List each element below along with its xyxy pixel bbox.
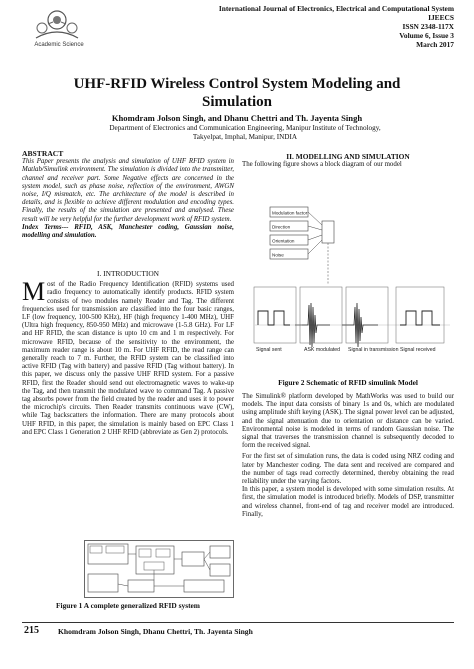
stage-signal-sent: Signal sent [256, 347, 282, 353]
abstract-text: This Paper presents the analysis and simulation of UHF RFID system in Matlab/Simulink environment. The simulation is divided into the transmitter, channel and receiver part. Some Negative effects are concerned in the system model, such as phase noise, reflection of the environment, AWGN noise, I/Q mismatch, etc. The architecture of the model is described in details, and is flexible to achieve different modulation and encoding types. Finally, the results of the simulation are presented and analysed. These result will be very helpful for the further development work of RFID system. [22, 158, 234, 223]
journal-name: International Journal of Electronics, Electrical and Computational System [218, 4, 454, 13]
stage-ask-modulated: ASK modulated [304, 347, 341, 353]
abstract-heading: ABSTRACT [22, 149, 64, 158]
intro-heading: I. INTRODUCTION [97, 269, 159, 278]
journal-volume: Volume 6, Issue 3 [399, 31, 454, 40]
paper-authors: Khomdram Jolson Singh, and Dhanu Chettri and Th. Jayenta Singh [111, 113, 363, 123]
figure2-caption: Figure 2 Schematic of RFID simulink Model [278, 378, 418, 387]
journal-issn: ISSN 2348-117X [402, 22, 454, 31]
section2 [242, 153, 454, 169]
section2-paragraph-1: The Simulink® platform developed by MathWorks was used to build our models. The input data consists of binary 1s and 0s, which are modulated using amplitude shift keying (ASK). The signal power level can be adjusted, and the signal attenuation due to orientation or distance can be varied. Environmental noise is modeled in terms of random Gaussian noise. The signal that traverses the transmission channel is subsequently decoded to form the received signal. [242, 393, 454, 450]
journal-date: March 2017 [416, 40, 454, 49]
logo-text: Academic Science [34, 42, 84, 48]
section2-paragraph-2: For the first set of simulation runs, the data is coded using NRZ coding and later by Manchester coding. The data sent and received are compared and the number of tags read correctly determined, thereby obtaining the read reliability under the varying factors. [242, 453, 454, 486]
intro-dropcap: M [22, 277, 46, 307]
figure1-caption: Figure 1 A complete generalized RFID system [56, 601, 200, 610]
intro-section [22, 270, 234, 437]
figure2-diagram [250, 185, 455, 373]
intro-text: ost of the Radio Frequency Identification (RFID) systems used radio frequency to automatically identify products. RFID system consists of two modules namely Reader and Tag. The different frequencies used for transmission are classified into the four basic ranges, LF (low frequency, 100-500 KHz), HF (high frequency 1-400 MHz), UHF (Ultra high frequency, 850-950 MHz) and microwave (1-5.8 GHz). For LF and HF RFID, the scan distance is upto 10 cm and 1 m respectively. For microwave RFID, because of the sensitivity to the environment, the maximum reader range is about 10 m. For UHF RFID, the read range can generally reach to 7 m. Further, the RFID system can be classified into active RFID (Tag with battery) and passive RFID (Tag without battery). In this paper, we discuss only the passive UHF RFID system. For a passive RFID, first the Reader should send out electromagnetic waves to wake-up the Tag, and then transmit the modulated wave to command Tag. A passive tag absorbs power from the field created by the reader and uses it to power the microchip's circuits. Then Reader transmits continuous wave (CW), while Tag backscatters the information. There are many protocols about UHF RFID, in this paper, the simulation is mainly based on EPC Class 1 and EPC Class 1 Generation 2 UHF RFID (abbreviate as Gen 2) protocols. [22, 281, 234, 436]
section2-paragraph-3: In this paper, a system model is developed with some simulation results. At first, the simulation model is introduced briefly. Models of DSP, transmitter and wireless channel, front-end of tag and receiver model are introduced. Finally, [242, 486, 454, 518]
index-terms: Index Terms--- RFID, ASK, Manchester coding, Gaussian noise, modelling and simulation. [22, 223, 234, 240]
block-direction: Direction [272, 224, 291, 230]
section2-intro: The following figure shows a block diagram of our model [242, 161, 402, 169]
footer-rule [22, 622, 454, 623]
journal-abbrev: IJEECS [428, 13, 454, 22]
stage-signal-received: Signal received [400, 347, 436, 353]
block-modulation-factor: Modulation factor [272, 210, 308, 216]
stage-signal-in-transmission: Signal in transmission [348, 347, 399, 353]
paper-title: UHF-RFID Wireless Control System Modeling and Simulation [73, 76, 401, 110]
abstract-section [22, 150, 234, 240]
page-number: 215 [24, 625, 39, 636]
paper-affiliation: Department of Electronics and Communication Engineering, Manipur Institute of Technology, Takyelpat, Imphal, Manipur, INDIA [109, 124, 381, 141]
figure1-diagram [84, 540, 234, 598]
block-noise: Noise [272, 252, 284, 258]
block-orientation: Orientation [272, 238, 295, 244]
footer-authors: Khomdram Jolson Singh, Dhanu Chettri, Th. Jayenta Singh [58, 627, 253, 636]
journal-header [124, 4, 454, 49]
section2-heading: II. MODELLING AND SIMULATION [286, 152, 410, 161]
section2-body [242, 393, 454, 519]
